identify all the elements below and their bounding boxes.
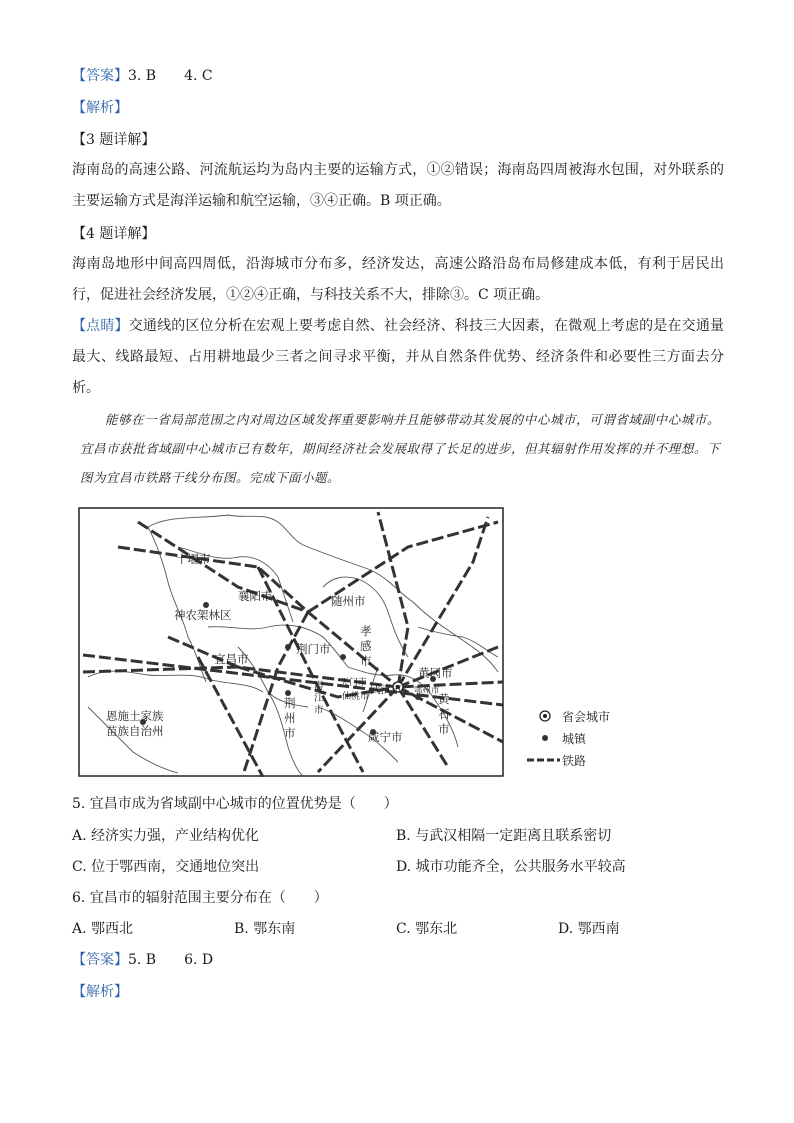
label-shennongjia: 神农架林区 [174, 608, 232, 622]
label-tianmen: 天门市 [340, 678, 368, 688]
question-6-option-c: C. 鄂东北 [396, 921, 458, 937]
label-xiaogan-3: 市 [360, 654, 372, 668]
label-xiangyang: 襄阳市 [238, 589, 273, 603]
label-enshi-1: 恩施土家族 [106, 709, 164, 723]
label-jingzhou-3: 市 [284, 726, 296, 740]
question-intro: 能够在一省局部范围之内对周边区域发挥重要影响并且能够带动其发展的中心城市，可谓省域副中心城市。宜昌市获批省域副中心城市已有数年，期间经济社会发展取得了长足的进步，但其辐射作用发挥的并不理想。下图为宜昌市铁路干线分布图。完成下面小题。 [80, 412, 720, 485]
answer-text-2: 5. B 6. D [128, 952, 214, 968]
label-yichang: 宜昌市 [214, 652, 249, 666]
label-jingzhou-2: 州 [284, 711, 296, 725]
comment-block [72, 311, 724, 404]
legend-capital-label: 省会城市 [562, 709, 611, 724]
label-xiaogan-1: 孝 [360, 624, 372, 638]
detail-4-heading: 【4 题详解】 [72, 226, 156, 242]
railway-symbol-icon [524, 750, 562, 770]
analysis-heading: 【解析】 [72, 100, 128, 116]
analysis-heading-2: 【解析】 [72, 984, 128, 1000]
label-ezhou: 鄂州市 [414, 686, 440, 696]
label-qianjiang-1: 潜 [314, 681, 324, 692]
label-jingmen: 荆门市 [296, 642, 331, 656]
detail-4-body: 海南岛地形中间高四周低，沿海城市分布多，经济发达，高速公路沿岛布局修建成本低，有利于居民出行，促进社会经济发展，①②④正确，与科技关系不大，排除③。C 项正确。 [72, 256, 724, 303]
question-5-option-c: C. 位于鄂西南，交通地位突出 [72, 859, 260, 875]
capital-symbol-icon [524, 706, 562, 726]
label-shiyan: 十堰市 [176, 552, 211, 566]
label-qianjiang-3: 市 [314, 705, 324, 716]
town-dot-jingmen [285, 644, 291, 650]
label-huangshi-1: 黄 [438, 692, 450, 706]
question-5-stem: 5. 宜昌市成为省域副中心城市的位置优势是（ ） [72, 796, 398, 812]
legend-town [524, 728, 586, 748]
question-5-option-b: B. 与武汉相隔一定距离且联系密切 [396, 828, 612, 844]
legend-railway-label: 铁路 [562, 753, 587, 768]
label-xiaogan-2: 感 [360, 639, 372, 653]
label-huangshi-3: 市 [438, 722, 450, 736]
detail-3-heading: 【3 题详解】 [72, 132, 156, 148]
question-6-option-d: D. 鄂西南 [558, 921, 620, 937]
question-5-option-d: D. 城市功能齐全，公共服务水平较高 [396, 859, 626, 875]
label-enshi-2: 苗族自治州 [106, 724, 164, 738]
town-dot-xiaogan [340, 654, 346, 660]
legend-railway [524, 750, 586, 770]
comment-body: 交通线的区位分析在宏观上要考虑自然、社会经济、科技三大因素，在微观上考虑的是在交通量最大、线路最短、占用耕地最少三者之间寻求平衡，并从自然条件优势、经济条件和必要性三方面去分析。 [72, 318, 725, 396]
railway-map [78, 507, 504, 777]
label-wuhan: 武汉市 [370, 684, 402, 696]
label-xiantao: 仙桃市 [342, 692, 370, 702]
answer-label-2: 【答案】 [72, 952, 128, 968]
answer-line-1 [72, 66, 213, 86]
railway-map-figure [78, 507, 504, 777]
detail-3-body: 海南岛的高速公路、河流航运均为岛内主要的运输方式，①②错误；海南岛四周被海水包围，对外联系的主要运输方式是海洋运输和航空运输，③④正确。B 项正确。 [72, 162, 724, 209]
question-6-option-b: B. 鄂东南 [234, 921, 296, 937]
answer-label: 【答案】 [72, 68, 128, 84]
town-symbol-icon [524, 728, 562, 748]
label-qianjiang-2: 江 [314, 693, 324, 704]
label-jingzhou-1: 荆 [284, 696, 296, 710]
label-huangshi-2: 石 [438, 707, 450, 721]
answer-text: 3. B 4. C [128, 68, 213, 84]
label-huanggang: 黄冈市 [418, 666, 453, 680]
question-5-option-a: A. 经济实力强，产业结构优化 [72, 828, 260, 844]
comment-label: 【点睛】 [72, 318, 129, 334]
legend-town-label: 城镇 [562, 731, 587, 746]
label-xianning: 咸宁市 [368, 730, 403, 744]
answer-line-2 [72, 950, 213, 970]
label-suizhou: 随州市 [331, 594, 366, 608]
question-6-option-a: A. 鄂西北 [72, 921, 134, 937]
legend-capital [524, 706, 610, 726]
question-6-stem: 6. 宜昌市的辐射范围主要分布在（ ） [72, 890, 328, 906]
